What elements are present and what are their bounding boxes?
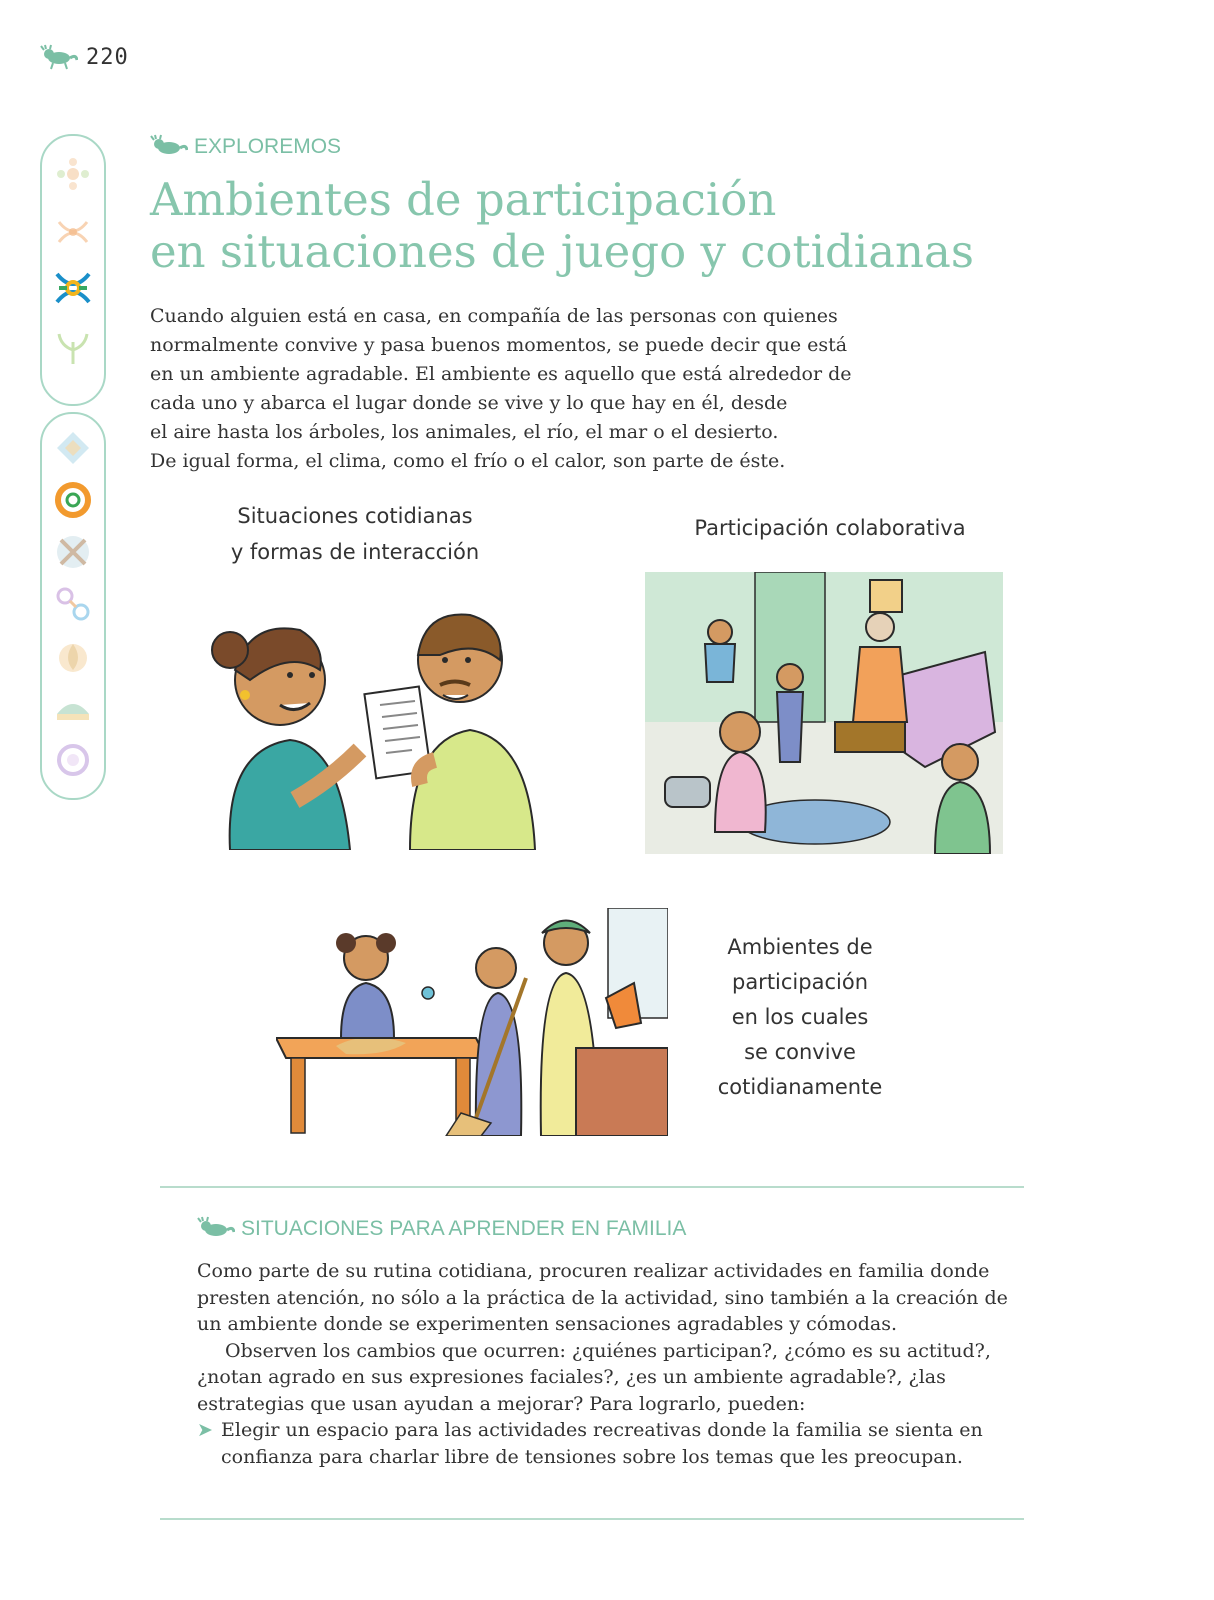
- list-item-text: Elegir un espacio para las actividades recreativas donde la familia se sienta en confianza para charlar libre de tensiones sobre los temas que les preocupan.: [221, 1419, 983, 1468]
- illustration-conversation: [200, 600, 540, 850]
- family-section-body: [197, 1258, 1027, 1470]
- circle-icon: [53, 740, 93, 780]
- family-paragraph-2: Observen los cambios que ocurren: ¿quiénes participan?, ¿cómo es su actitud?, ¿notan agrado en sus expresiones faciales?, ¿es un ambiente agradable?, ¿las estrategias que usan ayudan a mejorar? Para lograrlo, pueden:: [197, 1339, 991, 1415]
- axolotl-icon: [197, 1216, 235, 1242]
- section-divider-bottom: [160, 1518, 1024, 1520]
- community-field-icon: [53, 268, 93, 308]
- caption-collaborative-participation: Participación colaborativa: [694, 516, 966, 540]
- axolotl-icon: [40, 44, 78, 70]
- illustration-kitchen-chores: [276, 908, 668, 1136]
- intro-paragraph: Cuando alguien está en casa, en compañía de las personas con quienes normalmente convive y pasa buenos momentos, se puede decir que está en un ambiente agradable. El ambiente es aquello que está alrededor de cada uno y abarca el lugar donde se vive y lo que hay en él, desde el aire hasta los árboles, los animales, el río, el mar o el desierto. De igual forma, el clima, como el frío o el calor, son parte de éste.: [150, 305, 852, 472]
- illustration-family-cleaning: [645, 572, 1003, 854]
- family-paragraph-1: Como parte de su rutina cotidiana, procuren realizar actividades en familia donde presten atención, no sólo a la práctica de la actividad, sino también a la creación de un ambiente donde se experimenten sensaciones agradables y cómodas.: [197, 1260, 1008, 1335]
- diamond-icon: [53, 428, 93, 468]
- people-field-icon: [53, 212, 93, 252]
- sidebar-axes-bottom: [40, 412, 106, 800]
- family-label: [197, 1216, 686, 1242]
- page-number-text: 220: [86, 44, 129, 70]
- family-label-text: SITUACIONES PARA APRENDER EN FAMILIA: [241, 1217, 687, 1240]
- lotus-icon: [53, 636, 93, 676]
- explore-label: [150, 134, 341, 160]
- sidebar-fields-top: [40, 134, 106, 406]
- list-item: [197, 1417, 1027, 1470]
- target-icon: [53, 480, 93, 520]
- page-title: [150, 174, 1050, 278]
- flower-field-icon: [53, 154, 93, 194]
- axolotl-icon: [150, 134, 188, 160]
- nature-field-icon: [53, 328, 93, 368]
- caption-participation-environments: Ambientes de participación en los cuales se convive cotidianamente: [717, 935, 883, 1099]
- explore-label-text: EXPLOREMOS: [194, 135, 342, 158]
- title-line-1: Ambientes de participación: [150, 173, 777, 226]
- landscape-icon: [53, 688, 93, 728]
- caption-everyday-situations: Situaciones cotidianas y formas de interacción: [230, 504, 480, 564]
- page-number: [40, 44, 129, 70]
- section-divider-top: [160, 1186, 1024, 1188]
- arrow-bullet-icon: ➤: [197, 1419, 213, 1441]
- title-line-2: en situaciones de juego y cotidianas: [150, 225, 974, 278]
- cross-icon: [53, 532, 93, 572]
- link-icon: [53, 584, 93, 624]
